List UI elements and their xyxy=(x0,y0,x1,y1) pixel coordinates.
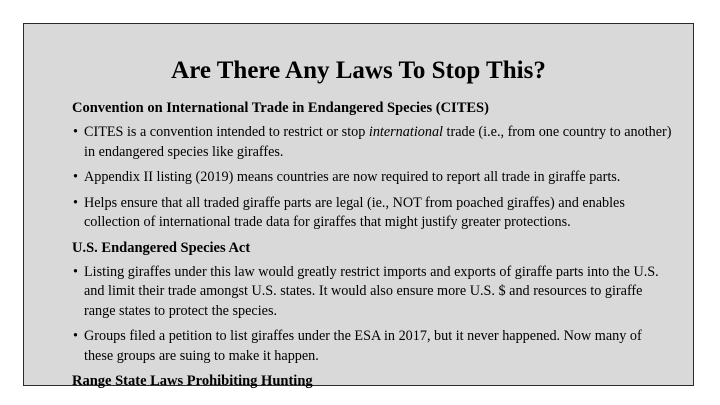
bullet-item xyxy=(72,327,672,366)
bullet-text-after: trade (i.e., from one country to another) in endangered species like giraffes. xyxy=(84,124,672,160)
slide-title: Are There Any Laws To Stop This? xyxy=(171,57,546,84)
bullet-icon: • xyxy=(73,124,78,140)
bullet-item xyxy=(72,263,672,322)
section-heading-esa: U.S. Endangered Species Act xyxy=(72,239,251,256)
bullet-list-esa xyxy=(72,263,672,367)
bullet-text-emphasis: international xyxy=(368,124,443,140)
bullet-icon: • xyxy=(73,194,78,211)
bullet-list-cites xyxy=(72,123,672,233)
section-heading-range-state: Range State Laws Prohibiting Hunting xyxy=(72,373,313,389)
section-cites xyxy=(72,99,672,233)
slide-content xyxy=(72,99,672,396)
bullet-text: Listing giraffes under this law would greatly restrict imports and exports of giraffe parts into the U.S. and limit their trade amongst U.S. states. It would also ensure more U.S. $ and resources to giraffe range states to protect the species. xyxy=(84,263,659,319)
bullet-icon: • xyxy=(73,328,78,344)
bullet-text: Helps ensure that all traded giraffe parts are legal (ie., NOT from poached giraffes) and enables collection of international trade data for giraffes that might justify greater protections. xyxy=(84,194,625,230)
bullet-text: Groups filed a petition to list giraffes under the ESA in 2017, but it never happened. Now many of these groups are suing to make it happen. xyxy=(84,328,642,364)
section-heading-cites: Convention on International Trade in Endangered Species (CITES) xyxy=(72,100,489,116)
bullet-item xyxy=(72,194,672,233)
section-esa xyxy=(72,239,672,367)
bullet-item xyxy=(72,123,672,162)
slide-panel xyxy=(23,23,694,389)
bullet-text-before: CITES is a convention intended to restrict or stop xyxy=(84,124,369,140)
section-range-state xyxy=(72,372,672,390)
bullet-icon: • xyxy=(73,169,78,185)
bullet-text: Appendix II listing (2019) means countries are now required to report all trade in giraffe parts. xyxy=(84,169,621,185)
bullet-icon: • xyxy=(73,263,78,280)
bullet-item xyxy=(72,168,672,188)
